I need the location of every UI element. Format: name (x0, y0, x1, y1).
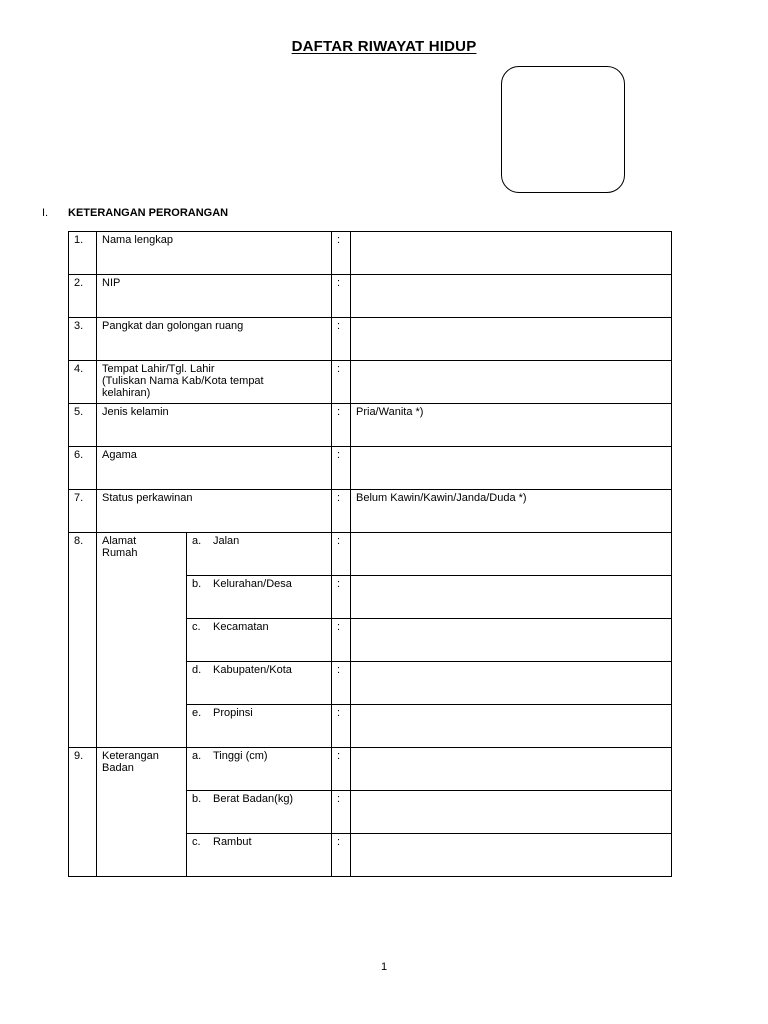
row-colon: : (332, 447, 351, 490)
table-row (69, 490, 672, 533)
section-number: I. (42, 207, 49, 219)
personal-info-table (68, 231, 672, 877)
value-field-nip[interactable] (351, 275, 672, 318)
row-colon: : (332, 533, 351, 576)
row-colon: : (332, 318, 351, 361)
sub-text: Kelurahan/Desa (213, 578, 292, 590)
sub-letter: c. (192, 621, 201, 633)
document-title-text: DAFTAR RIWAYAT HIDUP (291, 38, 477, 55)
value-field-province[interactable] (351, 705, 672, 748)
document-title (0, 38, 768, 55)
row-label: Keterangan (102, 750, 159, 762)
row-number: 9. (69, 748, 97, 877)
value-field-street[interactable] (351, 533, 672, 576)
sub-letter: a. (192, 535, 202, 547)
value-field-district[interactable] (351, 619, 672, 662)
table-row (69, 232, 672, 275)
row-colon: : (332, 361, 351, 404)
value-field-village[interactable] (351, 576, 672, 619)
sub-text: Rambut (213, 836, 252, 848)
row-label: Tempat Lahir/Tgl. Lahir (102, 363, 215, 375)
row-colon: : (332, 232, 351, 275)
row-number: 3. (69, 318, 97, 361)
row-colon: : (332, 619, 351, 662)
sub-text: Propinsi (213, 707, 253, 719)
table-row (69, 275, 672, 318)
row-label-note: (Tuliskan Nama Kab/Kota tempat (102, 375, 264, 387)
sub-text: Kabupaten/Kota (213, 664, 292, 676)
row-colon: : (332, 275, 351, 318)
row-label: Rumah (102, 547, 138, 559)
row-number: 4. (69, 361, 97, 404)
row-colon: : (332, 834, 351, 877)
photo-placeholder-box (501, 66, 625, 193)
row-number: 2. (69, 275, 97, 318)
sub-text: Kecamatan (213, 621, 269, 633)
value-field-height[interactable] (351, 748, 672, 791)
row-number: 6. (69, 447, 97, 490)
row-label: Pangkat dan golongan ruang (97, 318, 332, 361)
row-number: 8. (69, 533, 97, 748)
table-row (69, 404, 672, 447)
sub-text: Jalan (213, 535, 240, 547)
sub-text: Berat Badan(kg) (213, 793, 294, 805)
page-number: 1 (380, 961, 388, 973)
value-field-regency[interactable] (351, 662, 672, 705)
table-row (69, 748, 672, 791)
row-label-multiline (97, 533, 187, 748)
row-label-multiline (97, 748, 187, 877)
value-field-name[interactable] (351, 232, 672, 275)
row-colon: : (332, 404, 351, 447)
sub-text: Tinggi (cm) (213, 750, 268, 762)
row-label: Jenis kelamin (97, 404, 332, 447)
value-field-hair[interactable] (351, 834, 672, 877)
row-label: Status perkawinan (97, 490, 332, 533)
sub-label (187, 834, 332, 877)
row-label: Agama (97, 447, 332, 490)
row-colon: : (332, 490, 351, 533)
sub-letter: a. (192, 750, 202, 762)
sub-label (187, 533, 332, 576)
row-label: Alamat (102, 535, 137, 547)
value-field-birth[interactable] (351, 361, 672, 404)
row-label: Nama lengkap (97, 232, 332, 275)
value-field-gender[interactable]: Pria/Wanita *) (351, 404, 672, 447)
row-label-note: kelahiran) (102, 387, 151, 399)
sub-label (187, 576, 332, 619)
section-title: KETERANGAN PERORANGAN (68, 207, 229, 219)
section-header (42, 207, 228, 219)
sub-label (187, 791, 332, 834)
value-field-rank[interactable] (351, 318, 672, 361)
value-field-religion[interactable] (351, 447, 672, 490)
sub-label (187, 748, 332, 791)
row-number: 1. (69, 232, 97, 275)
value-field-marital[interactable]: Belum Kawin/Kawin/Janda/Duda *) (351, 490, 672, 533)
row-colon: : (332, 791, 351, 834)
sub-label (187, 705, 332, 748)
row-number: 7. (69, 490, 97, 533)
sub-letter: d. (192, 664, 202, 676)
row-colon: : (332, 748, 351, 791)
table-row (69, 361, 672, 404)
row-colon: : (332, 576, 351, 619)
sub-letter: b. (192, 578, 202, 590)
sub-letter: c. (192, 836, 201, 848)
row-label-multiline (97, 361, 332, 404)
row-colon: : (332, 705, 351, 748)
sub-label (187, 662, 332, 705)
value-field-weight[interactable] (351, 791, 672, 834)
row-colon: : (332, 662, 351, 705)
row-label: NIP (97, 275, 332, 318)
sub-letter: e. (192, 707, 202, 719)
table-row (69, 318, 672, 361)
sub-letter: b. (192, 793, 202, 805)
table-row (69, 447, 672, 490)
sub-label (187, 619, 332, 662)
row-number: 5. (69, 404, 97, 447)
table-row (69, 533, 672, 576)
row-label: Badan (102, 762, 134, 774)
